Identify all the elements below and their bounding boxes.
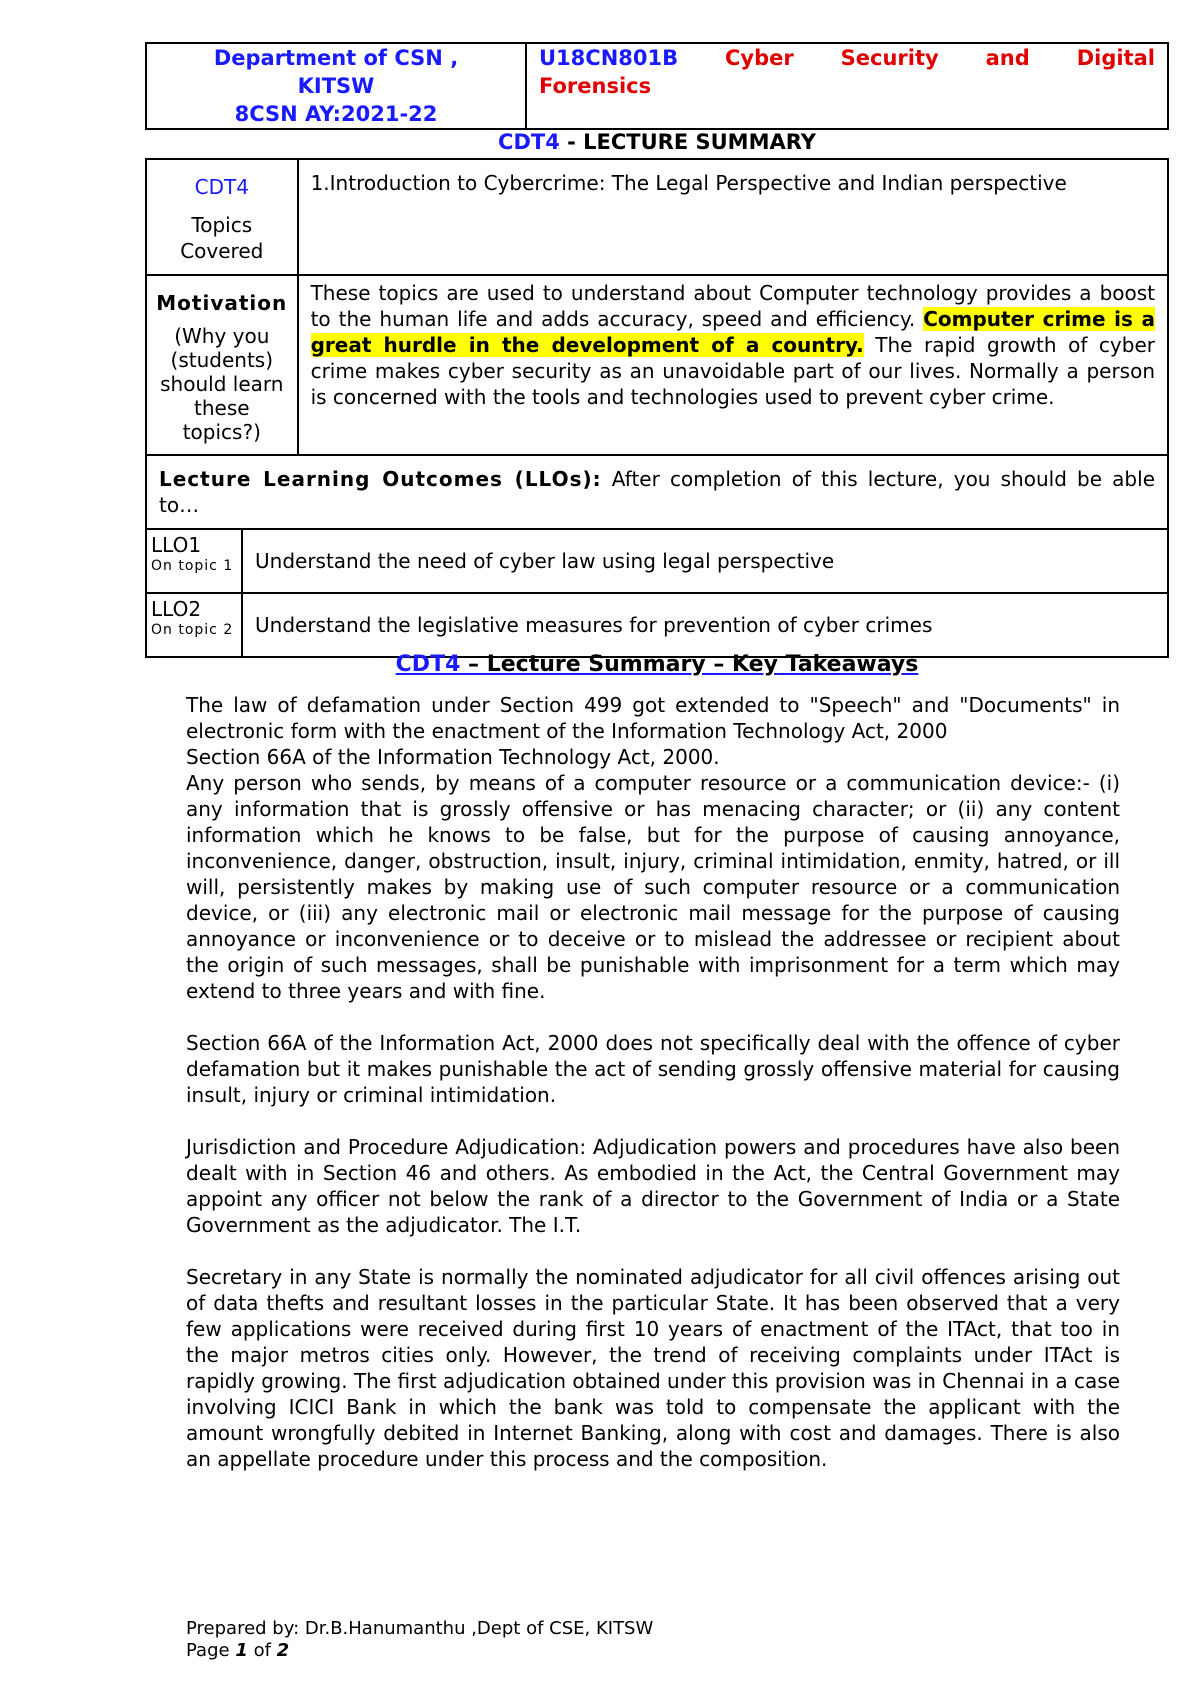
llo-id-cell — [146, 593, 242, 657]
llo-topic: On topic 2 — [151, 622, 234, 638]
takeaways-title-code: CDT4 — [395, 652, 461, 677]
summary-title-code: CDT4 — [498, 130, 560, 154]
page-current: 1 — [235, 1640, 248, 1661]
course-word-1: Cyber — [725, 46, 794, 70]
motivation-text-cell — [298, 275, 1168, 455]
prepared-label: Prepared by: — [186, 1618, 305, 1639]
llo-heading-bold: Lecture Learning Outcomes (LLOs): — [159, 467, 602, 491]
motivation-text-after: The rapid growth of cyber crime makes cyber security as an unavoidable part of our lives. Normally a person is concerned with the tools and technologies used to prevent cyber crime. — [310, 333, 1155, 409]
course-code: U18CN801B — [539, 46, 679, 70]
motivation-text-before: These topics are used to understand about Computer technology provides a boost to the human life and adds accuracy, speed and efficiency. — [310, 281, 1155, 331]
llo-id: LLO2 — [151, 597, 202, 621]
takeaways-body — [186, 692, 1120, 1472]
dept-line-3: 8CSN AY:2021-22 — [234, 102, 438, 126]
dept-line-2: KITSW — [297, 74, 375, 98]
motivation-title: Motivation — [156, 291, 288, 315]
lecture-summary-title — [145, 130, 1169, 154]
motivation-highlight: Computer crime is a great hurdle in the development of a country. — [310, 307, 1155, 357]
topics-text-cell — [298, 159, 1168, 275]
paragraph: Section 66A of the Information Act, 2000 does not specifically deal with the offence of cyber defamation but it makes punishable the act of sending grossly offensive material for causing insult, injury or criminal intimidation. — [186, 1031, 1120, 1107]
page-of: of — [247, 1640, 277, 1661]
department-cell — [146, 43, 526, 129]
topics-text: 1.Introduction to Cybercrime: The Legal Perspective and Indian perspective — [310, 171, 1067, 195]
dept-line-1: Department of CSN , — [213, 46, 459, 70]
llo-heading-cell — [146, 455, 1168, 529]
course-line-1 — [539, 44, 1155, 72]
course-word-3: and — [985, 46, 1030, 70]
motivation-subtitle: (Why you (students) should learn these topics?) — [160, 324, 284, 444]
takeaways-title-text: – Lecture Summary – Key Takeaways — [460, 652, 919, 677]
motivation-label-cell — [146, 275, 298, 455]
topics-label-cell — [146, 159, 298, 275]
paragraph: Jurisdiction and Procedure Adjudication: Adjudication powers and procedures have also been dealt with in Section 46 and others. As embodied in the Act, the Central Government may appoint any officer not below the rank of a director to the Government of India or a State Government as the adjudicator. The I.T. — [186, 1135, 1120, 1237]
llo-text-cell — [242, 593, 1168, 657]
topic-id: CDT4 — [194, 175, 249, 199]
llo-topic: On topic 1 — [151, 558, 234, 574]
key-takeaways-title — [145, 652, 1169, 677]
llo-row — [146, 529, 1168, 593]
topics-covered-label: Topics Covered — [180, 213, 264, 263]
llo-row — [146, 593, 1168, 657]
page-label: Page — [186, 1640, 236, 1661]
llo-id-cell — [146, 529, 242, 593]
course-line-2: Forensics — [539, 74, 652, 98]
summary-title-text: - LECTURE SUMMARY — [559, 130, 816, 154]
llo-heading-text: After completion of this lecture, you should be able to… — [159, 467, 1155, 517]
page-footer — [186, 1618, 653, 1662]
paragraph: Section 66A of the Information Technology Act, 2000. — [186, 745, 720, 769]
llo-id: LLO1 — [151, 533, 202, 557]
paragraph: Secretary in any State is normally the nominated adjudicator for all civil offences arising out of data thefts and resultant losses in the particular State. It has been observed that a very few applications were received during first 10 years of enactment of the ITAct, that too in the major metros cities only. However, the trend of receiving complaints under ITAct is rapidly growing. The first adjudication obtained under this provision was in Chennai in a case involving ICICI Bank in which the bank was told to compensate the applicant with the amount wrongfully debited in Internet Banking, along with cost and damages. There is also an appellate procedure under this process and the composition. — [186, 1265, 1120, 1471]
prepared-by — [186, 1618, 653, 1640]
llo-text: Understand the legislative measures for prevention of cyber crimes — [255, 613, 933, 637]
page-total: 2 — [276, 1640, 290, 1661]
llo-text: Understand the need of cyber law using legal perspective — [255, 549, 835, 573]
paragraph: The law of defamation under Section 499 got extended to "Speech" and "Documents" in electronic form with the enactment of the Information Technology Act, 2000 — [186, 693, 1120, 743]
paragraph: Any person who sends, by means of a computer resource or a communication device:- (i) any information that is grossly offensive or has menacing character; or (ii) any content information which he knows to be false, but for the purpose of causing annoyance, inconvenience, danger, obstruction, insult, injury, criminal intimidation, enmity, hatred, or ill will, persistently makes by making use of such computer resource or a communication device, or (iii) any electronic mail or electronic mail message for the purpose of causing annoyance or inconvenience or to deceive or to mislead the addressee or recipient about the origin of such messages, shall be punishable with imprisonment for a term which may extend to three years and with fine. — [186, 771, 1120, 1003]
header-table — [145, 42, 1169, 130]
lecture-table — [145, 158, 1169, 658]
course-word-4: Digital — [1076, 46, 1155, 70]
page-number — [186, 1640, 653, 1662]
course-word-2: Security — [840, 46, 939, 70]
course-cell — [526, 43, 1168, 129]
llo-text-cell — [242, 529, 1168, 593]
prepared-name: Dr.B.Hanumanthu ,Dept of CSE, KITSW — [304, 1618, 654, 1639]
